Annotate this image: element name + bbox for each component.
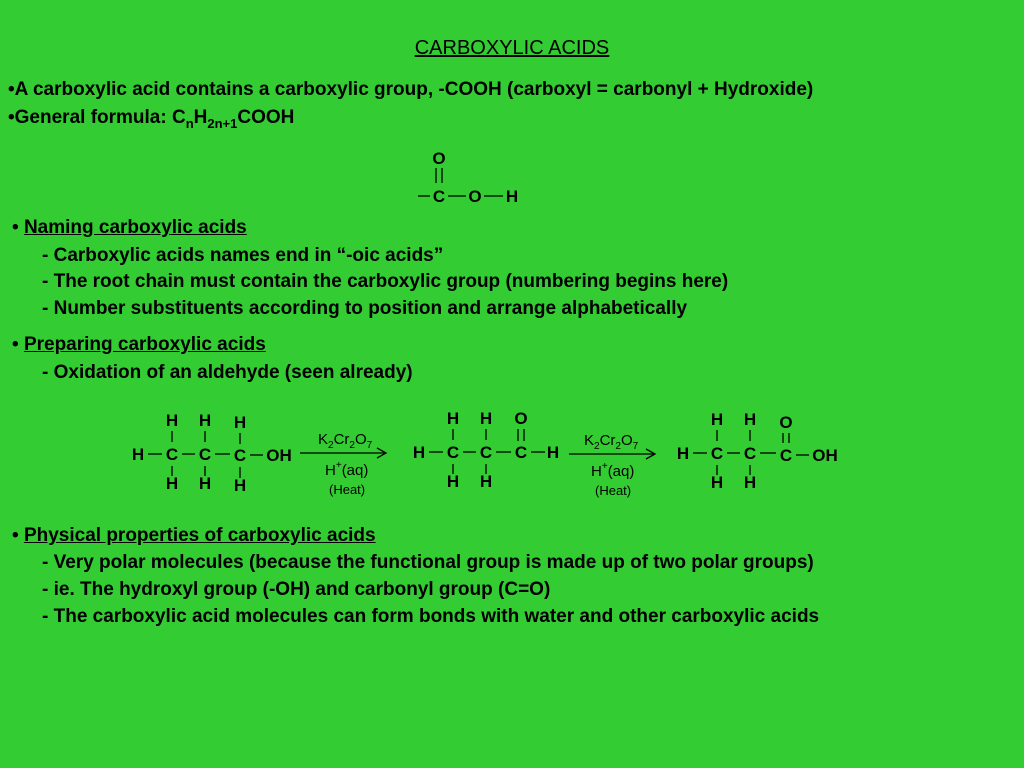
atom-h: H: [131, 445, 145, 464]
propanol-structure: [132, 411, 292, 495]
bullet-marker: •: [12, 525, 19, 546]
atom-h: H: [546, 443, 560, 462]
atom-o: O: [468, 187, 482, 206]
atom-o: O: [779, 413, 793, 432]
reagent-dichromate: $K_2Cr_2O_7$: [584, 432, 639, 452]
atom-oh: OH: [266, 446, 292, 465]
bullet-marker: •: [8, 107, 15, 128]
atom-h: H: [233, 413, 247, 432]
reagent-acid: H+(aq): [325, 460, 369, 479]
formula-suffix: COOH: [237, 107, 295, 128]
atom-c: C: [446, 443, 460, 462]
atom-h: H: [446, 472, 460, 491]
preparing-item-1: - Oxidation of an aldehyde (seen already): [42, 362, 413, 383]
reagent-heat: (Heat): [595, 483, 632, 498]
physical-heading: Physical properties of carboxylic acids: [23, 525, 376, 546]
atom-c: C: [514, 443, 528, 462]
reagent-heat: (Heat): [329, 482, 366, 497]
reagent-acid: H+(aq): [591, 461, 635, 480]
formula-subscript-n: n: [185, 116, 194, 131]
intro-line-1: A carboxylic acid contains a carboxylic group, -COOH (carboxyl = carbonyl + Hydroxide): [14, 79, 814, 100]
physical-item-2: - ie. The hydroxyl group (-OH) and carbonyl group (C=O): [42, 579, 551, 600]
bullet-marker: •: [8, 79, 15, 100]
atom-h: H: [412, 443, 426, 462]
atom-h: H: [479, 472, 493, 491]
atom-h: H: [446, 409, 460, 428]
atom-c: C: [479, 443, 493, 462]
reaction-arrow-1: [300, 431, 386, 497]
atom-h: H: [676, 444, 690, 463]
bullet-marker: •: [12, 217, 19, 238]
bullet-marker: •: [12, 334, 19, 355]
slide-title: CARBOXYLIC ACIDS: [414, 37, 610, 59]
propanal-structure: [413, 409, 559, 491]
atom-c: C: [710, 444, 724, 463]
atom-h: H: [710, 410, 724, 429]
naming-item-3: - Number substituents according to position and arrange alphabetically: [42, 298, 688, 319]
atom-c: C: [743, 444, 757, 463]
atom-h: H: [505, 187, 519, 206]
atom-oh: OH: [812, 446, 838, 465]
general-formula-prefix: General formula: C: [14, 107, 186, 128]
physical-item-3: - The carboxylic acid molecules can form bonds with water and other carboxylic acids: [42, 606, 820, 627]
atom-h: H: [743, 410, 757, 429]
atom-h: H: [743, 473, 757, 492]
atom-h: H: [198, 474, 212, 493]
atom-h: H: [479, 409, 493, 428]
atom-c: C: [432, 187, 446, 206]
atom-c: C: [165, 445, 179, 464]
physical-item-1: - Very polar molecules (because the functional group is made up of two polar groups): [42, 552, 814, 573]
atom-h: H: [165, 411, 179, 430]
atom-h: H: [710, 473, 724, 492]
atom-h: H: [165, 474, 179, 493]
propanoic-acid-structure: [677, 410, 838, 492]
naming-heading: Naming carboxylic acids: [23, 217, 247, 238]
preparing-heading: Preparing carboxylic acids: [23, 334, 266, 355]
atom-h: H: [233, 476, 247, 495]
atom-c: C: [198, 445, 212, 464]
formula-h: H: [193, 107, 208, 128]
naming-item-2: - The root chain must contain the carboxylic group (numbering begins here): [42, 271, 729, 292]
atom-o: O: [432, 149, 446, 168]
formula-subscript-2n1: 2n+1: [207, 116, 238, 131]
atom-c: C: [779, 446, 793, 465]
reaction-arrow-2: [569, 432, 655, 498]
carboxyl-group-structure: [418, 149, 518, 206]
atom-h: H: [198, 411, 212, 430]
reagent-dichromate: $K_2Cr_2O_7$: [318, 431, 373, 451]
atom-o: O: [514, 409, 528, 428]
atom-c: C: [233, 446, 247, 465]
naming-item-1: - Carboxylic acids names end in “-oic acids”: [42, 245, 444, 266]
